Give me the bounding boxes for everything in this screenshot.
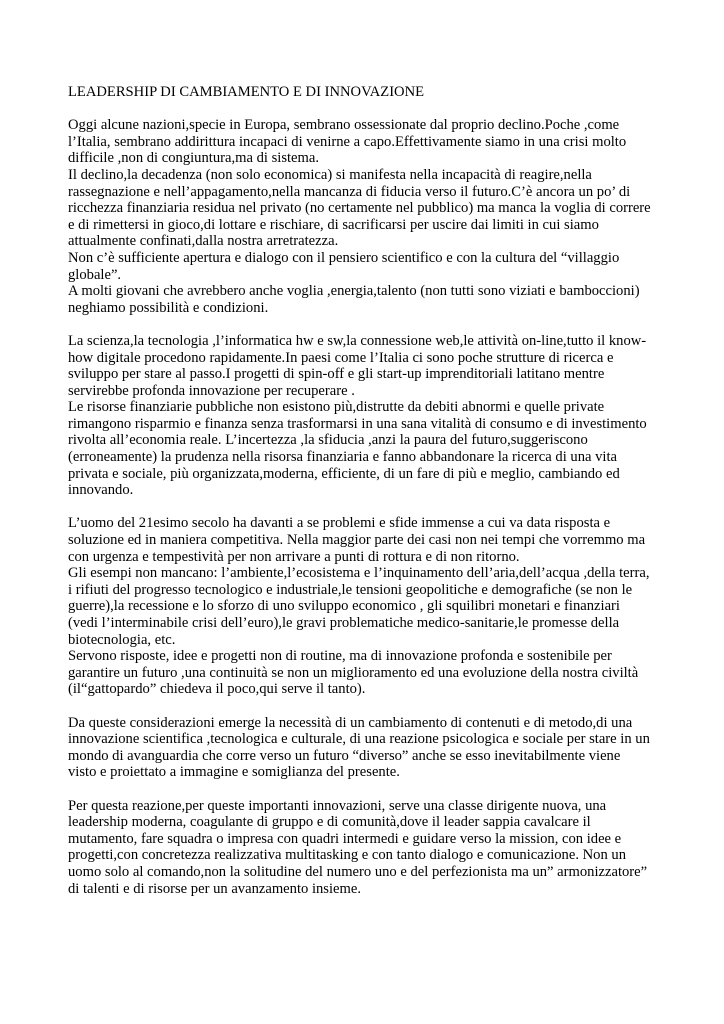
text-line: Per questa reazione,per queste importanti innovazioni, serve una classe dirigente nuova, una <box>68 797 607 814</box>
paragraph <box>68 117 658 316</box>
document-title: LEADERSHIP DI CAMBIAMENTO E DI INNOVAZIONE <box>68 84 425 100</box>
text-line: (erroneamente) la prudenza nella risorsa finanziaria e fanno abbandonare la ricerca di una vita <box>68 449 617 466</box>
text-line: Non c’è sufficiente apertura e dialogo con il pensiero scientifico e con la cultura del “villaggio <box>68 249 620 266</box>
text-line: di talenti e di risorse per un avanzamento insieme. <box>68 880 361 897</box>
text-line: mutamento, fare squadra o impresa con quadri intermedi e guidare verso la mission, con idee e <box>68 830 622 847</box>
paragraph <box>68 515 658 698</box>
text-line: (vedi l’interminabile crisi dell’euro),le gravi problematiche medico-sanitarie,le promesse della <box>68 615 620 631</box>
text-line: Servono risposte, idee e progetti non di routine, ma di innovazione profonda e sostenibile per <box>68 648 612 665</box>
text-line: ricchezza finanziaria residua nel privato (no certamente nel pubblico) ma manca la voglia di correre <box>68 200 651 217</box>
text-line: biotecnologia, etc. <box>68 631 176 648</box>
text-line: A molti giovani che avrebbero anche voglia ,energia,talento (non tutti sono viziati e bamboccioni) <box>68 283 640 300</box>
text-line: progetti,con concretezza realizzativa multitasking e con tanto dialogo e comunicazione. Non un <box>68 847 626 864</box>
text-line: attualmente confinati,dalla nostra arretratezza. <box>68 233 339 250</box>
text-line: l’Italia, sembrano addirittura incapaci di venirne a capo.Effettivamente siamo in una crisi molto <box>68 133 627 150</box>
text-line: Il declino,la decadenza (non solo economica) si manifesta nella incapacità di reagire,nella <box>68 166 592 183</box>
document-page <box>68 84 658 914</box>
text-line: Gli esempi non mancano: l’ambiente,l’ecosistema e l’inquinamento dell’aria,dell’acqua ,della terra, <box>68 565 650 582</box>
text-line: guerre),la recessione e lo sforzo di uno sviluppo economico , gli squilibri monetari e finanziari <box>68 598 620 615</box>
document-body <box>68 117 658 897</box>
paragraph <box>68 333 658 499</box>
text-line: leadership moderna, coagulante di gruppo e di comunità,dove il leader sappia cavalcare il <box>68 814 591 831</box>
text-line: L’uomo del 21esimo secolo ha davanti a se problemi e sfide immense a cui va data risposta e <box>68 515 611 532</box>
text-line: Le risorse finanziarie pubbliche non esistono più,distrutte da debiti abnormi e quelle private <box>68 399 605 416</box>
text-line: rivolta all’economia reale. L’incertezza ,la sfiducia ,anzi la paura del futuro,suggeriscono <box>68 432 588 449</box>
text-line: globale”. <box>68 266 122 283</box>
text-line: Da queste considerazioni emerge la necessità di un cambiamento di contenuti e di metodo,di una <box>68 714 633 731</box>
text-line: garantire un futuro ,una continuità se non un miglioramento ed una evoluzione della nostra civiltà <box>68 664 639 681</box>
text-line: how digitale procedono rapidamente.In paesi come l’Italia ci sono poche strutture di ricerca e <box>68 349 614 366</box>
text-line: Oggi alcune nazioni,specie in Europa, sembrano ossessionate dal proprio declino.Poche ,come <box>68 117 620 134</box>
text-line: e di rimettersi in gioco,di lottare e rischiare, di sacrificarsi per uscire dai limiti in cui siamo <box>68 216 599 233</box>
text-line: servirebbe profonda innovazione per recuperare . <box>68 382 355 399</box>
text-line: soluzione ed in maniera competitiva. Nella maggior parte dei casi non nei tempi che vorremmo ma <box>68 532 646 549</box>
text-line: difficile ,non di congiuntura,ma di sistema. <box>68 150 320 167</box>
text-line: neghiamo possibilità e condizioni. <box>68 299 269 316</box>
text-line: con urgenza e tempestività per non arrivare a punti di rottura e di non ritorno. <box>68 548 520 565</box>
text-line: La scienza,la tecnologia ,l’informatica hw e sw,la connessione web,le attività on-line,tutto il know- <box>68 332 647 349</box>
text-line: visto e proiettato a immagine e somiglianza del presente. <box>68 764 400 781</box>
text-line: innovando. <box>68 482 134 499</box>
paragraph <box>68 798 658 898</box>
text-line: i rifiuti del progresso tecnologico e industriale,le tensioni geopolitiche e demografiche (se non le <box>68 581 633 598</box>
text-line: innovazione scientifica ,tecnologica e culturale, di una reazione psicologica e sociale per stare in un <box>68 731 650 748</box>
text-line: (il“gattopardo” chiedeva il poco,qui serve il tanto). <box>68 681 366 698</box>
paragraph <box>68 715 658 781</box>
text-line: rimangono risparmio e finanza senza trasformarsi in una sana vitalità di consumo e di investimento <box>68 415 647 432</box>
text-line: rassegnazione e nell’appagamento,nella mancanza di fiducia verso il futuro.C’è ancora un po’ di <box>68 183 631 200</box>
text-line: mondo di avanguardia che corre verso un futuro “diverso” anche se esso inevitabilmente viene <box>68 747 621 764</box>
text-line: sviluppo per stare al passo.I progetti di spin-off e gli start-up imprenditoriali latitano mentre <box>68 366 605 383</box>
text-line: privata e sociale, più organizzata,moderna, efficiente, di un fare di più e meglio, cambiando ed <box>68 465 620 482</box>
text-line: uomo solo al comando,non la solitudine del numero uno e del perfezionista ma un” armonizzatore” <box>68 863 648 880</box>
